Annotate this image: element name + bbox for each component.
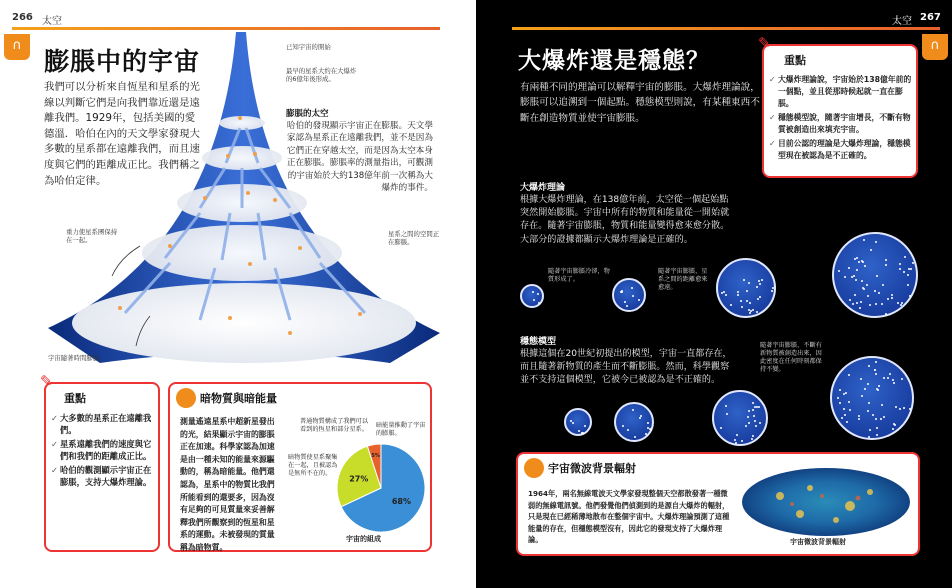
galaxy-dot xyxy=(903,271,905,273)
galaxy-dot xyxy=(885,313,887,315)
galaxy-dot xyxy=(867,410,869,412)
galaxy-dot xyxy=(869,304,871,306)
galaxy-dot xyxy=(751,438,753,440)
galaxy-dot xyxy=(841,417,843,419)
steady-globe-2 xyxy=(614,402,654,442)
galaxy-dot xyxy=(875,418,877,420)
galaxy-dot xyxy=(883,377,885,379)
key-points-title-right: 重點 xyxy=(784,54,806,67)
galaxy-dot xyxy=(868,436,870,438)
galaxy-dot xyxy=(748,410,750,412)
galaxy-dot xyxy=(741,440,743,442)
big-bang-body: 根據大爆炸理論，在138億年前，太空從一個起始點突然開始膨脹。宇宙中所有的物質和能量從一開始就存在。隨著宇宙膨脹，物質和能量變得愈來愈分散。大部分的證據都顯示大爆炸理論是正確的。 xyxy=(520,195,730,245)
right-page xyxy=(476,0,952,588)
galaxy-dot xyxy=(581,432,583,434)
galaxy-dot xyxy=(749,312,751,314)
steady-globe-3 xyxy=(712,390,768,446)
galaxy-dot xyxy=(632,295,634,297)
galaxy-dot xyxy=(737,294,739,296)
galaxy-dot xyxy=(837,397,839,399)
intro-text-left: 我們可以分析來自恆星和星系的光線以判斷它們是向我們靠近還是遠離我們。1929年，包括美國的愛德溫．哈伯在內的天文學家發現大多數的星系都在遠離我們，而且速度與它們的距離成正比。我們稱之為哈伯定律。 xyxy=(44,81,200,187)
annotation-earliest: 已知宇宙的開始 xyxy=(286,43,331,51)
galaxy-dot xyxy=(887,377,889,379)
galaxy-dot xyxy=(851,276,853,278)
galaxy-dot xyxy=(844,276,846,278)
galaxy-dot xyxy=(759,283,761,285)
galaxy-dot xyxy=(538,302,540,304)
annotation-time-expand: 宇宙隨著時間膨脹。 xyxy=(48,354,106,362)
galaxy-dot xyxy=(901,378,903,380)
galaxy-dot xyxy=(854,294,856,296)
galaxy-dot xyxy=(899,408,901,410)
galaxy-dot xyxy=(881,303,883,305)
galaxy-dot xyxy=(756,286,758,288)
magnifier-icon xyxy=(524,458,544,478)
galaxy-dot xyxy=(756,311,758,313)
galaxy-dot xyxy=(734,439,736,441)
galaxy-dot xyxy=(889,373,891,375)
galaxy-dot xyxy=(881,404,883,406)
galaxy-dot xyxy=(858,261,860,263)
galaxy-dot xyxy=(746,290,748,292)
galaxy-dot xyxy=(875,303,877,305)
big-bang-heading: 大爆炸理論 xyxy=(520,183,566,193)
galaxy-dot xyxy=(647,422,649,424)
galaxy-dot xyxy=(843,408,845,410)
galaxy-dot xyxy=(860,301,862,303)
page-number-left: 266 xyxy=(12,12,33,23)
galaxy-dot xyxy=(885,259,887,261)
steady-globe-1 xyxy=(564,408,592,436)
galaxy-dot xyxy=(874,290,876,292)
galaxy-dot xyxy=(846,421,848,423)
galaxy-dot xyxy=(624,301,626,303)
dark-matter-box xyxy=(168,382,432,552)
galaxy-dot xyxy=(864,265,866,267)
universe-globe-largest xyxy=(832,232,918,318)
galaxy-dot xyxy=(752,309,754,311)
big-bang-annotation-2: 隨著宇宙膨脹，星系之間的距離愈來愈遠。 xyxy=(658,268,708,291)
pie-annotation-visible: 普通物質構成了我們可以看到的恆星和部分星系。 xyxy=(300,418,369,433)
galaxy-dot xyxy=(853,275,855,277)
galaxy-dot xyxy=(891,294,893,296)
galaxy-dot xyxy=(748,422,750,424)
galaxy-dot xyxy=(883,416,885,418)
galaxy-dot xyxy=(632,409,634,411)
galaxy-dot xyxy=(863,239,865,241)
galaxy-dot xyxy=(867,295,869,297)
galaxy-dot xyxy=(634,436,636,438)
galaxy-dot xyxy=(640,415,642,417)
galaxy-dot xyxy=(532,291,534,293)
galaxy-dot xyxy=(866,284,868,286)
key-point-item: ✓ 目前公認的理論是大爆炸理論，穩態模型現在被認為是不正確的。 xyxy=(769,139,911,160)
galaxy-dot xyxy=(904,256,906,258)
page-number-right: 267 xyxy=(920,12,941,23)
galaxy-dot xyxy=(899,263,901,265)
galaxy-dot xyxy=(907,284,909,286)
cmb-title: 宇宙微波背景輻射 xyxy=(548,462,636,475)
galaxy-dot xyxy=(754,420,756,422)
galaxy-dot xyxy=(626,305,628,307)
galaxy-dot xyxy=(750,310,752,312)
intro-text-right: 有兩種不同的理論可以解釋宇宙的膨脹。大爆炸理論說，膨脹可以追溯到一個起點。穩態模型則說，有某種東西不斷在創造物質並使宇宙膨脹。 xyxy=(520,82,760,124)
galaxy-dot xyxy=(726,413,728,415)
universe-composition-pie xyxy=(326,438,436,538)
galaxy-dot xyxy=(759,422,761,424)
key-points-box-right xyxy=(758,34,918,178)
pie-slice-label: 27% xyxy=(349,474,369,484)
galaxy-dot xyxy=(747,416,749,418)
galaxy-dot xyxy=(533,299,535,301)
galaxy-dot xyxy=(880,418,882,420)
galaxy-dot xyxy=(878,385,880,387)
cmb-caption: 宇宙微波背景輻射 xyxy=(790,538,846,546)
galaxy-dot xyxy=(860,378,862,380)
galaxy-dot xyxy=(772,287,774,289)
galaxy-dot xyxy=(874,369,876,371)
galaxy-dot xyxy=(910,268,912,270)
galaxy-dot xyxy=(743,279,745,281)
galaxy-dot xyxy=(758,406,760,408)
steady-state-body: 根據這個在20世紀初提出的模型，宇宙一直都存在，而且隨著新物質的產生而不斷膨脹。然而，科學觀察並不支持這個模型，它被今已被認為是不正確的。 xyxy=(520,349,732,386)
galaxy-dot xyxy=(885,264,887,266)
galaxy-dot xyxy=(771,290,773,292)
expanding-space-text: 哈伯的發現顯示宇宙正在膨脹。天文學家認為星系正在遠離我們，並不是因為它們正在穿越太空，而是因為太空本身正在膨脹。膨脹率的測量指出，可觀測的宇宙始於大約138億年前一次稱為大爆炸的事件。 xyxy=(286,121,433,194)
galaxy-dot xyxy=(621,291,623,293)
cmb-map-image xyxy=(740,466,912,538)
galaxy-dot xyxy=(638,299,640,301)
key-points-box-left xyxy=(40,372,160,552)
galaxy-dot xyxy=(752,409,754,411)
galaxy-dot xyxy=(875,361,877,363)
galaxy-dot xyxy=(861,395,863,397)
galaxy-dot xyxy=(858,418,860,420)
galaxy-dot xyxy=(863,288,865,290)
galaxy-dot xyxy=(869,429,871,431)
magnet-icon: ∩ xyxy=(922,34,948,60)
key-points-title-left: 重點 xyxy=(64,392,86,405)
galaxy-dot xyxy=(856,302,858,304)
pie-slice-label: 68% xyxy=(391,496,412,506)
galaxy-dot xyxy=(867,383,869,385)
galaxy-dot xyxy=(584,425,586,427)
galaxy-dot xyxy=(875,373,877,375)
galaxy-dot xyxy=(753,415,755,417)
magnet-icon: ∩ xyxy=(4,34,30,60)
galaxy-dot xyxy=(894,424,896,426)
galaxy-dot xyxy=(854,258,856,260)
galaxy-dot xyxy=(844,414,846,416)
galaxy-dot xyxy=(899,268,901,270)
galaxy-dot xyxy=(845,392,847,394)
galaxy-dot xyxy=(859,307,861,309)
annotation-gravity: 重力使星系團保持在一起。 xyxy=(66,228,118,245)
galaxy-dot xyxy=(730,304,732,306)
galaxy-dot xyxy=(622,425,624,427)
steady-state-heading: 穩態模型 xyxy=(520,337,557,347)
galaxy-dot xyxy=(862,261,864,263)
galaxy-dot xyxy=(761,279,763,281)
key-point-item: ✓ 穩態模型說，隨著宇宙增長，不斷有物質被創造出來填充宇宙。 xyxy=(769,113,911,134)
galaxy-dot xyxy=(735,442,737,444)
galaxy-dot xyxy=(876,434,878,436)
galaxy-dot xyxy=(737,291,739,293)
pie-caption: 宇宙的組成 xyxy=(346,535,381,543)
galaxy-dot xyxy=(872,414,874,416)
magnifier-icon xyxy=(176,388,196,408)
key-point-item: ✓ 大多數的星系正在遠離我們。 xyxy=(51,413,152,436)
galaxy-dot xyxy=(876,427,878,429)
galaxy-dot xyxy=(839,389,841,391)
galaxy-dot xyxy=(754,406,756,408)
universe-globe-small xyxy=(520,284,544,308)
galaxy-dot xyxy=(868,402,870,404)
section-label-right: 太空 xyxy=(892,16,912,27)
cmb-box xyxy=(516,452,920,556)
galaxy-dot xyxy=(882,284,884,286)
galaxy-dot xyxy=(838,270,840,272)
galaxy-dot xyxy=(746,300,748,302)
page-title-left: 膨脹中的宇宙 xyxy=(44,47,201,76)
galaxy-dot xyxy=(725,405,727,407)
galaxy-dot xyxy=(895,406,897,408)
galaxy-dot xyxy=(627,429,629,431)
universe-globe-medium xyxy=(612,278,646,312)
galaxy-dot xyxy=(725,294,727,296)
galaxy-dot xyxy=(849,409,851,411)
galaxy-dot xyxy=(645,433,647,435)
key-point-item: ✓ 哈伯的觀測顯示宇宙正在膨脹，支持大爆炸理論。 xyxy=(51,465,152,488)
galaxy-dot xyxy=(856,269,858,271)
steady-globe-4 xyxy=(830,356,914,440)
galaxy-dot xyxy=(720,427,722,429)
pushpin-icon: ✎ xyxy=(758,34,771,52)
key-point-item: ✓ 星系遠離我們的速度與它們和我們的距離成正比。 xyxy=(51,439,152,462)
header-rule-right xyxy=(512,27,940,30)
big-bang-annotation-1: 隨著宇宙膨脹冷卻，物質形成了。 xyxy=(548,268,610,283)
galaxy-dot xyxy=(843,393,845,395)
galaxy-dot xyxy=(749,302,751,304)
pie-annotation-dark-energy: 暗能量推動了宇宙的膨脹。 xyxy=(376,422,426,437)
galaxy-dot xyxy=(740,300,742,302)
galaxy-dot xyxy=(759,296,761,298)
galaxy-dot xyxy=(752,435,754,437)
galaxy-dot xyxy=(752,402,754,404)
expanding-space-heading: 膨脹的太空 xyxy=(286,109,329,119)
galaxy-dot xyxy=(900,304,902,306)
key-point-item: ✓ 大爆炸理論說，宇宙始於138億年前的一個點，並且從那時候起就一直在膨脹。 xyxy=(769,75,912,108)
galaxy-dot xyxy=(748,309,750,311)
galaxy-dot xyxy=(848,401,850,403)
galaxy-dot xyxy=(855,279,857,281)
annotation-space-between: 星系之間的空間正在膨脹。 xyxy=(388,230,440,247)
galaxy-dot xyxy=(892,428,894,430)
dark-matter-body: 測量遙遠星系中超新星發出的光，結果顯示宇宙的膨脹正在加速。科學家認為加速是由一種未知的能量來源驅動的，稱為暗能量。他們還認為，星系中的物質比我們所能看到的還要多，因為沒有足夠的可見質量來妥善解釋我們所觀察到的恆星和星系的運動。未被發現的質量稱為暗物質。 xyxy=(180,417,275,552)
galaxy-dot xyxy=(907,274,909,276)
galaxy-dot xyxy=(909,408,911,410)
pie-annotation-dark-matter: 暗物質使星系聚集在一起，且被認為是無所不在的。 xyxy=(288,454,338,477)
galaxy-dot xyxy=(736,434,738,436)
galaxy-dot xyxy=(572,422,574,424)
page-title-right: 大爆炸還是穩態？ xyxy=(518,48,710,74)
galaxy-dot xyxy=(741,306,743,308)
galaxy-dot xyxy=(861,260,863,262)
dark-matter-title: 暗物質與暗能量 xyxy=(200,392,277,405)
annotation-early-galaxies: 最早的星系大約在大爆炸的6億年後形成。 xyxy=(286,67,357,84)
galaxy-dot xyxy=(639,417,641,419)
galaxy-dot xyxy=(578,430,580,432)
section-label-left: 太空 xyxy=(42,16,62,27)
galaxy-dot xyxy=(887,298,889,300)
galaxy-dot xyxy=(848,374,850,376)
galaxy-dot xyxy=(839,402,841,404)
galaxy-dot xyxy=(748,282,750,284)
galaxy-dot xyxy=(757,298,759,300)
galaxy-dot xyxy=(723,291,725,293)
galaxy-dot xyxy=(849,299,851,301)
galaxy-dot xyxy=(912,262,914,264)
galaxy-dot xyxy=(861,280,863,282)
galaxy-dot xyxy=(909,295,911,297)
galaxy-dot xyxy=(875,241,877,243)
steady-state-annotation: 隨著宇宙膨脹，不斷有新物質被創造出來，因此密度在任何時刻都保持不變。 xyxy=(760,342,822,373)
galaxy-dot xyxy=(858,415,860,417)
galaxy-dot xyxy=(537,293,539,295)
cmb-body: 1964年，兩名無線電波天文學家發現整個天空都散發著一種微弱的無線電訊號。他們發覺他們偵測到的是源自大爆炸的輻射，只是現在已經稀薄地散布在整個宇宙中。大爆炸理論預測了這種能量的存在，但穩態模型沒有，因此它的發現支持了大爆炸理論。 xyxy=(528,489,730,545)
galaxy-dot xyxy=(864,388,866,390)
pie-slice-label: 5% xyxy=(371,453,380,460)
galaxy-dot xyxy=(876,275,878,277)
galaxy-dot xyxy=(856,257,858,259)
galaxy-dot xyxy=(892,379,894,381)
galaxy-dot xyxy=(631,287,633,289)
galaxy-dot xyxy=(852,303,854,305)
galaxy-dot xyxy=(745,425,747,427)
universe-globe-large xyxy=(716,258,776,318)
galaxy-dot xyxy=(758,280,760,282)
galaxy-dot xyxy=(891,297,893,299)
pushpin-icon: ✎ xyxy=(40,372,53,390)
expanding-universe-illustration xyxy=(0,28,476,368)
galaxy-dot xyxy=(868,365,870,367)
galaxy-dot xyxy=(893,382,895,384)
galaxy-dot xyxy=(878,292,880,294)
galaxy-dot xyxy=(755,425,757,427)
galaxy-dot xyxy=(870,249,872,251)
galaxy-dot xyxy=(848,267,850,269)
galaxy-dot xyxy=(903,407,905,409)
